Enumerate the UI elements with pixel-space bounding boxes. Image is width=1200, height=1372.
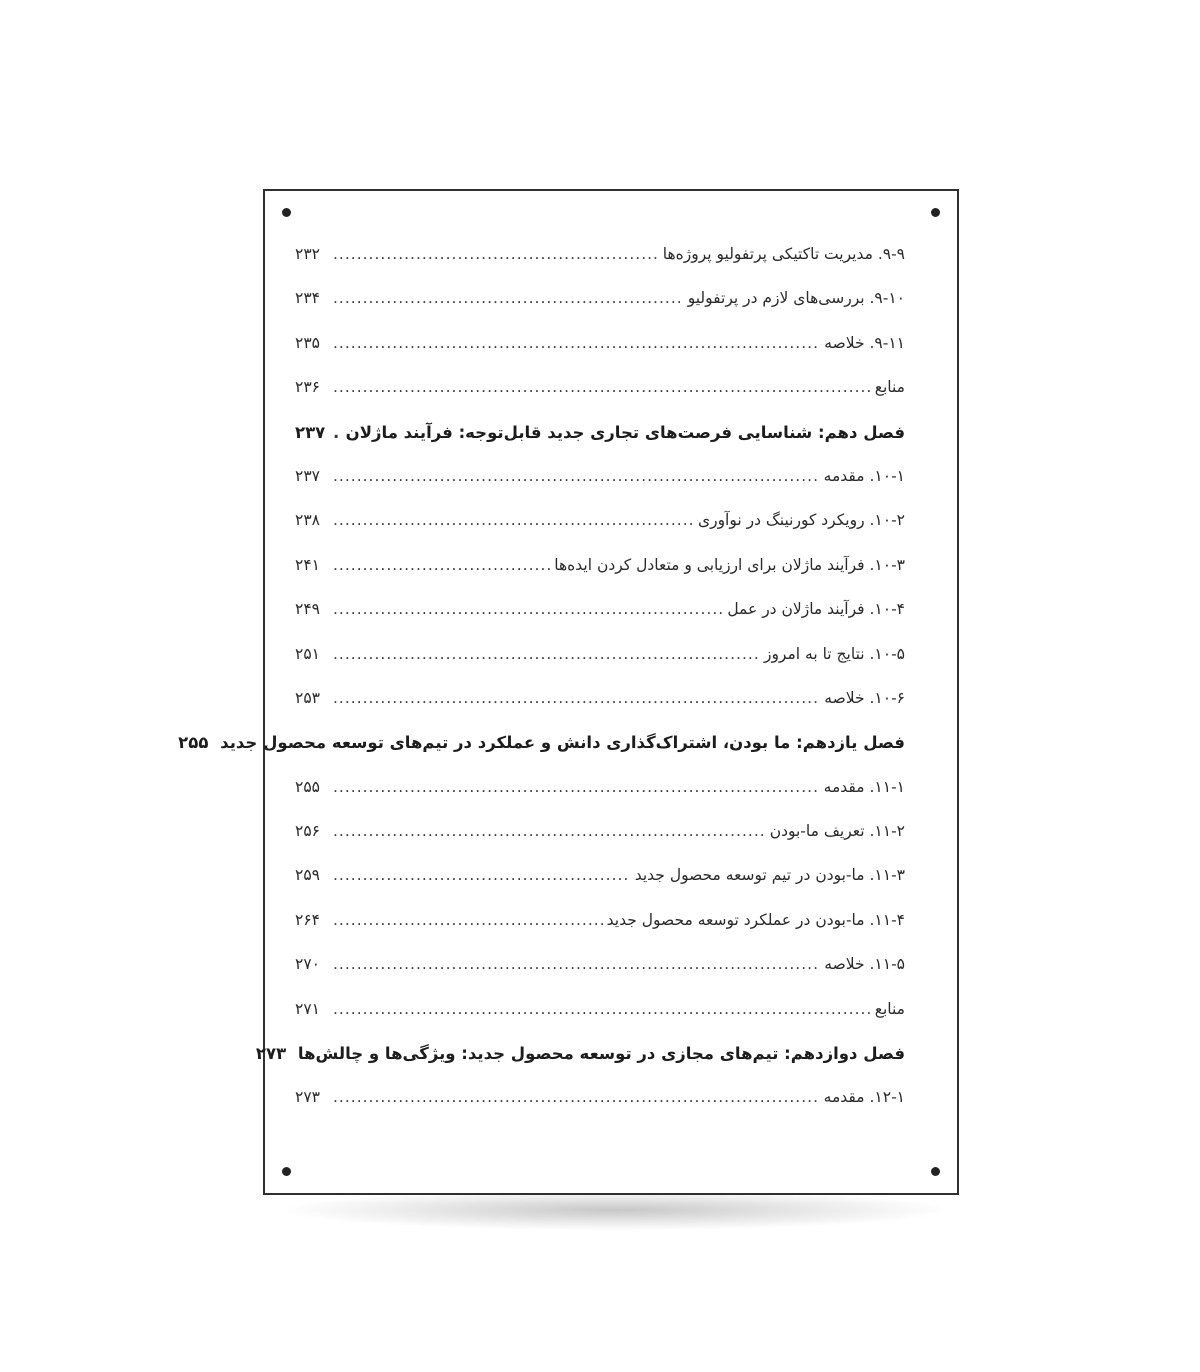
entry-title: ۱۱-۳. ما-بودن در تیم توسعه محصول جدید	[634, 866, 905, 885]
toc-entry	[295, 378, 905, 422]
toc-chapter-heading	[178, 733, 905, 777]
entry-page: ۲۶۴	[295, 910, 320, 929]
dot-leader	[333, 245, 659, 263]
dot-leader	[333, 689, 820, 707]
entry-title: ۱۰-۳. فرآیند ماژلان برای ارزیابی و متعادل کردن ایده‌ها	[554, 555, 905, 574]
toc-entry	[295, 1088, 905, 1132]
corner-dot	[282, 1167, 291, 1176]
entry-title: ۹-۱۰. بررسی‌های لازم در پرتفولیو	[687, 289, 905, 308]
toc-entry	[295, 600, 905, 644]
toc-entry	[295, 955, 905, 999]
dot-leader	[333, 1000, 871, 1018]
dot-leader	[333, 511, 694, 529]
dot-leader	[333, 778, 820, 796]
entry-page: ۲۵۹	[295, 866, 320, 885]
dot-leader	[333, 334, 820, 352]
toc-entry	[295, 334, 905, 378]
toc-chapter-heading	[295, 423, 905, 467]
corner-dot	[282, 208, 291, 217]
dot-leader	[333, 822, 766, 840]
entry-title: ۱۲-۱. مقدمه	[823, 1088, 905, 1107]
entry-page: ۲۳۷	[295, 422, 326, 442]
dot-leader	[333, 1088, 820, 1106]
toc-entry	[295, 1000, 905, 1044]
chapter-title: فصل یازدهم: ما بودن، اشتراک‌گذاری دانش و عملکرد در تیم‌های توسعه محصول جدید	[220, 733, 905, 753]
dot-leader	[333, 556, 550, 574]
toc-entry	[295, 822, 905, 866]
toc-entry	[295, 556, 905, 600]
dot-leader	[333, 600, 723, 618]
dot-leader	[333, 645, 760, 663]
entry-page: ۲۳۸	[295, 511, 320, 530]
dot-leader	[333, 866, 631, 884]
chapter-title: فصل دهم: شناسایی فرصت‌های تجاری جدید قابل‌توجه: فرآیند ماژلان	[345, 422, 905, 442]
entry-page: ۲۴۹	[295, 600, 320, 619]
toc-entry	[295, 467, 905, 511]
entry-title: ۱۱-۲. تعریف ما-بودن	[769, 822, 905, 841]
toc-entry	[295, 511, 905, 555]
entry-title: منابع	[874, 999, 905, 1018]
entry-title: ۹-۹. مدیریت تاکتیکی پرتفولیو پروژه‌ها	[662, 245, 905, 263]
corner-dot	[931, 1167, 940, 1176]
entry-title: منابع	[874, 378, 905, 397]
toc-entry	[295, 911, 905, 955]
dot-leader	[333, 911, 603, 929]
toc-entry	[295, 645, 905, 689]
entry-title: ۱۰-۶. خلاصه	[824, 688, 905, 707]
entry-title: ۱۱-۵. خلاصه	[824, 955, 905, 974]
toc-entry	[295, 245, 905, 289]
dot-leader	[333, 289, 684, 307]
entry-page: ۲۷۰	[295, 955, 320, 974]
entry-page: ۲۴۱	[295, 555, 320, 574]
entry-page: ۲۷۱	[295, 999, 320, 1018]
entry-title: ۱۰-۲. رویکرد کورنینگ در نوآوری	[697, 511, 905, 530]
dot-leader	[333, 467, 820, 485]
page-shadow	[285, 1190, 945, 1230]
entry-page: ۲۵۳	[295, 688, 320, 707]
entry-title: ۱۱-۴. ما-بودن در عملکرد توسعه محصول جدید	[606, 910, 905, 929]
entry-title: ۹-۱۱. خلاصه	[824, 333, 905, 352]
entry-page: ۲۵۶	[295, 822, 320, 841]
entry-page: ۲۳۷	[295, 466, 320, 485]
dot-leader	[333, 423, 342, 442]
entry-title: ۱۰-۴. فرآیند ماژلان در عمل	[727, 600, 905, 619]
entry-page: ۲۳۵	[295, 333, 320, 352]
entry-page: ۲۳۴	[295, 289, 320, 308]
toc-page	[178, 189, 959, 1195]
corner-dot	[931, 208, 940, 217]
table-of-contents	[178, 245, 905, 1133]
entry-page: ۲۵۵	[178, 733, 209, 753]
entry-page: ۲۳۶	[295, 378, 320, 397]
entry-title: ۱۱-۱. مقدمه	[823, 777, 905, 796]
toc-entry	[295, 778, 905, 822]
chapter-title: فصل دوازدهم: تیم‌های مجازی در توسعه محصول جدید: ویژگی‌ها و چالش‌ها	[297, 1044, 905, 1064]
entry-page: ۲۷۳	[295, 1088, 320, 1107]
toc-entry	[295, 866, 905, 910]
entry-page: ۲۷۳	[255, 1044, 287, 1064]
dot-leader	[333, 955, 820, 973]
entry-page: ۲۳۲	[295, 245, 320, 263]
entry-page: ۲۵۱	[295, 644, 320, 663]
toc-entry	[295, 289, 905, 333]
toc-entry	[295, 689, 905, 733]
entry-page: ۲۵۵	[295, 777, 320, 796]
entry-title: ۱۰-۵. نتایج تا به امروز	[763, 644, 905, 663]
entry-title: ۱۰-۱. مقدمه	[823, 466, 905, 485]
dot-leader	[333, 378, 871, 396]
toc-chapter-heading	[255, 1044, 905, 1088]
